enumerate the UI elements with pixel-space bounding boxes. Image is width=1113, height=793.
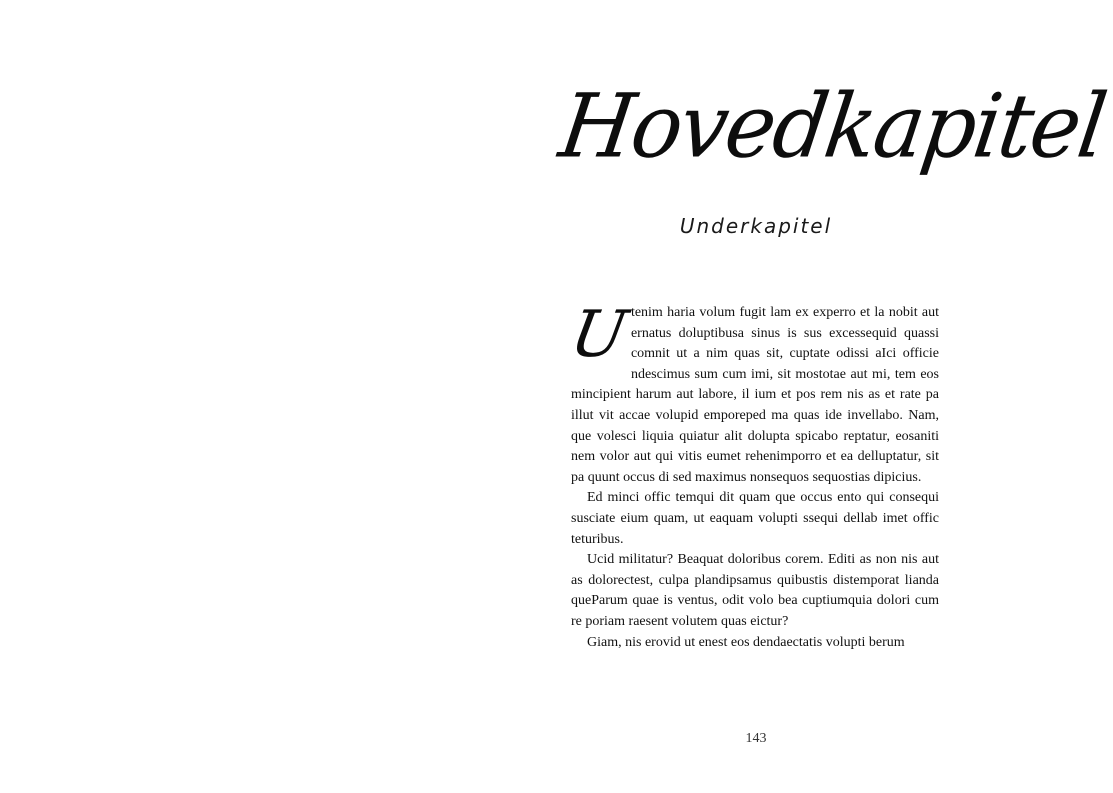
paragraph-2: Ed minci offic temqui dit quam que occus ento qui consequi susciate eium quam, ut eaquam volupti ssequi dellab imet offic teturibus.	[571, 490, 939, 547]
drop-cap: U	[565, 298, 633, 372]
paragraph-4: Giam, nis erovid ut enest eos dendaectatis volupti berum	[587, 634, 905, 650]
paragraph-1-text: tenim haria volum fugit lam ex experro et la nobit aut ernatus doluptibusa sinus is sus excessequid quassi comnit ut a nim quas sit, cuptate odissi aIci officie ndescimus sum cum imi, sit mostotae aut mi, tem eos mincipient harum aut labore, il ium et pos rem nis as et rate pa illut vit accae volupid emporeped ma quas ide invellabo. Nam, que volesci liquia quiatur alit dolupta spicabo reptatur, eosaniti nem volor aut qui vitis eumet rehenimporro et ea delluptatur, sit pa quunt occus di sed maximus nonsequos sequostias dipicius.	[571, 305, 939, 485]
paragraph-1	[565, 298, 939, 488]
body-text	[565, 298, 939, 653]
page-number: 143	[745, 731, 767, 746]
chapter-title: Hovedkapitel	[553, 74, 1111, 178]
right-page	[501, 0, 1111, 793]
paragraph-3: Ucid militatur? Beaquat doloribus corem. Editi as non nis aut as dolorectest, culpa plandipsamus quibustis distemporat lianda queParum quae is ventus, odit volo bea cuptiumquia dolori cum re poriam raesent volutem quas eictur?	[571, 552, 939, 629]
chapter-subtitle: Underkapitel	[679, 214, 833, 238]
left-page-blank	[0, 0, 501, 793]
